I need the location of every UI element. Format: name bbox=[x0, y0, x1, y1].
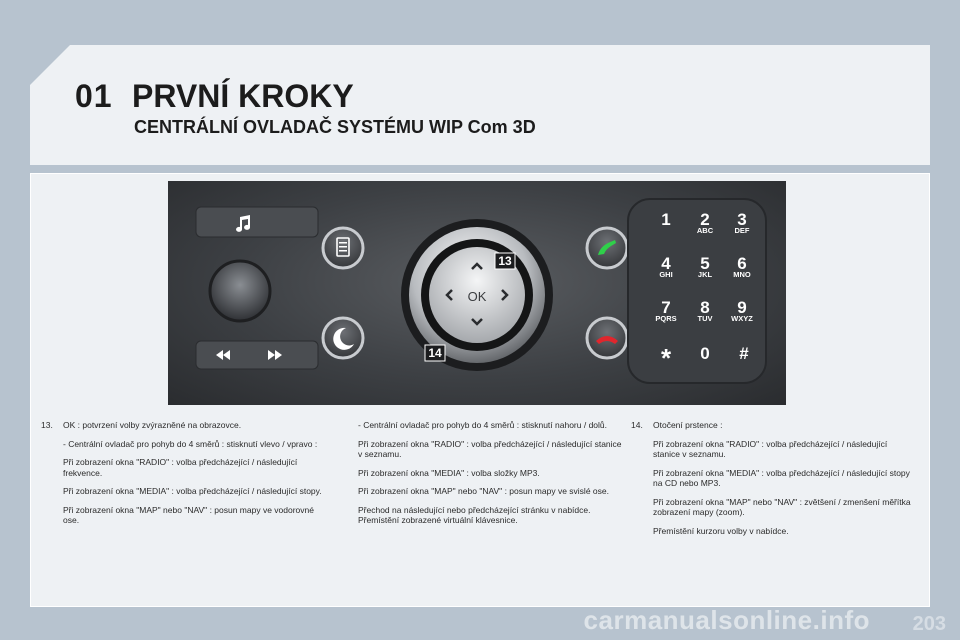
key-9: 9 bbox=[737, 298, 747, 317]
page-subtitle: CENTRÁLNÍ OVLADAČ SYSTÉMU WIP Com 3D bbox=[134, 117, 536, 137]
night-mode-button bbox=[323, 318, 363, 358]
key-1: 1 bbox=[661, 210, 671, 229]
key-4: 4 bbox=[661, 254, 671, 273]
col3-paragraph-3: Při zobrazení okna "MEDIA" : volba předcházející / následující stopy na CD nebo MP3. bbox=[653, 467, 910, 488]
col2-paragraph-5: Přechod na následující nebo předcházející stránku v nabídce. Přemístění zobrazené virtuální klávesnice. bbox=[358, 504, 591, 525]
col3-paragraph-4: Při zobrazení okna "MAP" nebo "NAV" : zvětšení / zmenšení měřítka zobrazení mapy (zoom). bbox=[653, 496, 911, 517]
key-star: * bbox=[660, 343, 672, 373]
key-7: 7 bbox=[661, 298, 671, 317]
key-hash: # bbox=[739, 344, 749, 363]
page-title: PRVNÍ KROKY bbox=[132, 78, 354, 114]
volume-knob bbox=[210, 261, 270, 321]
callout-14 bbox=[425, 345, 445, 361]
key-2-letters: ABC bbox=[696, 226, 714, 235]
key-6: 6 bbox=[737, 254, 747, 273]
page-number: 203 bbox=[912, 613, 946, 635]
key-9-letters: WXYZ bbox=[731, 314, 753, 323]
key-7-letters: PQRS bbox=[655, 314, 677, 323]
callout-13 bbox=[495, 253, 515, 269]
ok-label: OK bbox=[467, 289, 487, 304]
item-number-13: 13. bbox=[41, 420, 53, 430]
col1-paragraph-2: - Centrální ovladač pro pohyb do 4 směrů : stisknutí vlevo / vpravo : bbox=[63, 438, 318, 449]
col1-paragraph-5: Při zobrazení okna "MAP" nebo "NAV" : posun mapy ve vodorovné ose. bbox=[63, 504, 314, 525]
key-3-letters: DEF bbox=[734, 226, 750, 235]
watermark: carmanualsonline.info bbox=[583, 605, 870, 635]
text-column-1 bbox=[41, 420, 325, 534]
col2-paragraph-1: - Centrální ovladač pro pohyb do 4 směrů : stisknutí nahoru / dolů. bbox=[358, 420, 607, 430]
control-console-illustration bbox=[168, 181, 786, 405]
col1-paragraph-3: Při zobrazení okna "RADIO" : volba předcházející / následující frekvence. bbox=[63, 457, 298, 478]
col2-paragraph-2: Při zobrazení okna "RADIO" : volba předcházející / následující stanice v seznamu. bbox=[358, 438, 622, 459]
key-2: 2 bbox=[700, 210, 710, 229]
key-5: 5 bbox=[700, 254, 710, 273]
col1-paragraph-1: OK : potvrzení volby zvýrazněné na obrazovce. bbox=[63, 420, 242, 430]
svg-text:13: 13 bbox=[498, 254, 512, 268]
col3-paragraph-1: Otočení prstence : bbox=[653, 420, 723, 430]
key-8: 8 bbox=[700, 298, 710, 317]
text-column-3 bbox=[631, 420, 915, 544]
console-svg bbox=[168, 181, 786, 405]
item-number-14: 14. bbox=[631, 420, 643, 430]
seek-buttons bbox=[196, 341, 318, 369]
chapter-number: 01 bbox=[75, 78, 113, 114]
svg-text:14: 14 bbox=[428, 346, 442, 360]
col3-paragraph-2: Při zobrazení okna "RADIO" : volba předcházející / následující stanice v seznamu. bbox=[653, 438, 888, 459]
text-column-2 bbox=[358, 420, 622, 534]
col3-paragraph-5: Přemístění kurzoru volby v nabídce. bbox=[653, 525, 789, 536]
key-8-letters: TUV bbox=[697, 314, 713, 323]
key-3: 3 bbox=[737, 210, 747, 229]
music-button bbox=[196, 207, 318, 237]
key-5-letters: JKL bbox=[697, 270, 713, 279]
key-0: 0 bbox=[700, 344, 710, 363]
col2-paragraph-3: Při zobrazení okna "MEDIA" : volba složky MP3. bbox=[358, 467, 540, 478]
list-button bbox=[323, 228, 363, 268]
col1-paragraph-4: Při zobrazení okna "MEDIA" : volba předcházející / následující stopy. bbox=[63, 486, 322, 496]
key-4-letters: GHI bbox=[659, 270, 673, 279]
col2-paragraph-4: Při zobrazení okna "MAP" nebo "NAV" : posun mapy ve svislé ose. bbox=[358, 486, 609, 496]
key-6-letters: MNO bbox=[733, 270, 751, 279]
